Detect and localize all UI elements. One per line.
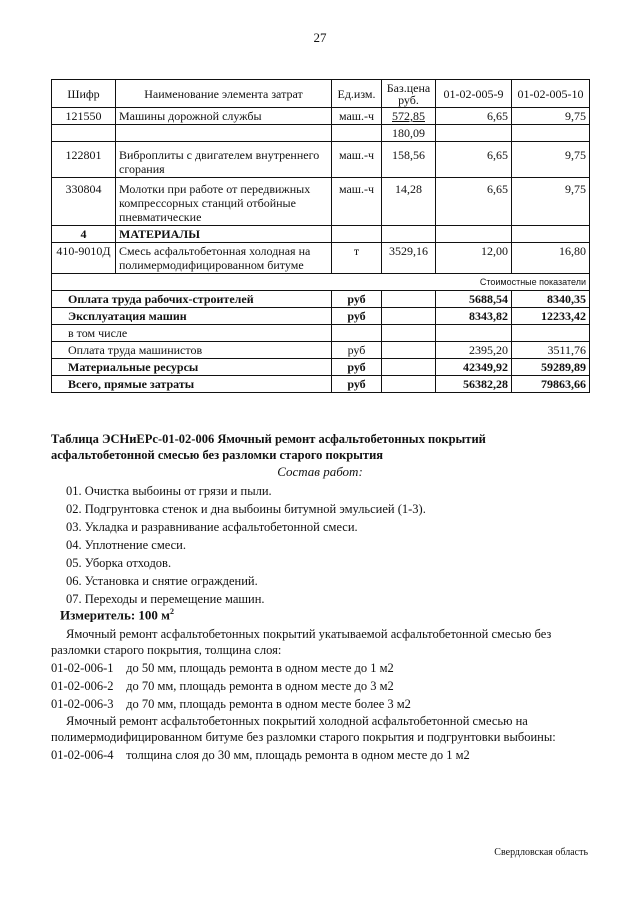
intro-paragraph-1: Ямочный ремонт асфальтобетонных покрытий укатываемой асфальтобетонной смесью без разломки старого покрытия, толщина слоя: bbox=[51, 627, 552, 657]
table-row: 180,09 bbox=[52, 125, 590, 142]
summary-row: Эксплуатация машин руб 8343,82 12233,42 bbox=[52, 308, 590, 325]
header-name: Наименование элемента затрат bbox=[116, 80, 332, 108]
cost-table bbox=[51, 79, 590, 393]
table-row: 122801 Виброплиты с двигателем внутреннего сгорания маш.-ч 158,56 6,65 9,75 bbox=[52, 142, 590, 178]
list-item: 01-02-006-4 толщина слоя до 30 мм, площадь ремонта в одном месте до 1 м2 bbox=[51, 748, 470, 762]
cost-indicators-label: Стоимостные показатели bbox=[52, 274, 590, 291]
table-row: 121550 Машины дорожной службы маш.-ч 572,85 6,65 9,75 bbox=[52, 108, 590, 125]
works-heading: Состав работ: bbox=[277, 464, 363, 479]
header-price: Баз.цена руб. bbox=[382, 80, 436, 108]
list-item: 06. Установка и снятие ограждений. bbox=[66, 574, 258, 588]
list-item: 03. Укладка и разравнивание асфальтобетонной смеси. bbox=[66, 520, 358, 534]
header-col-9: 01-02-005-9 bbox=[436, 80, 512, 108]
summary-row: Оплата труда рабочих-строителей руб 5688,54 8340,35 bbox=[52, 291, 590, 308]
footer-region: Свердловская область bbox=[494, 847, 588, 858]
table-row: 410-9010Д Смесь асфальтобетонная холодная на полимермодифицированном битуме т 3529,16 12,00 16,80 bbox=[52, 243, 590, 274]
list-item: 01-02-006-2 до 70 мм, площадь ремонта в одном месте до 3 м2 bbox=[51, 679, 394, 693]
summary-row: Материальные ресурсы руб 42349,92 59289,89 bbox=[52, 359, 590, 376]
measure-unit: Измеритель: 100 $м^2$ bbox=[60, 607, 175, 623]
table-row: 330804 Молотки при работе от передвижных компрессорных станций отбойные пневматические маш.-ч 14,28 6,65 9,75 bbox=[52, 178, 590, 226]
header-col-10: 01-02-005-10 bbox=[512, 80, 590, 108]
page-number: 27 bbox=[313, 30, 327, 45]
summary-row: в том числе bbox=[52, 325, 590, 342]
works-list bbox=[66, 482, 426, 608]
header-unit: Ед.изм. bbox=[332, 80, 382, 108]
summary-row: Всего, прямые затраты руб 56382,28 79863,66 bbox=[52, 376, 590, 393]
intro-paragraph-2: Ямочный ремонт асфальтобетонных покрытий холодной асфальтобетонной смесью на полимермодифицированном битуме без разломки старого покрытия и подгрунтовки выбоины: bbox=[51, 714, 556, 744]
codes-list-1 bbox=[51, 659, 411, 713]
list-item: 04. Уплотнение смеси. bbox=[66, 538, 186, 552]
summary-row: Оплата труда машинистов руб 2395,20 3511,76 bbox=[52, 342, 590, 359]
list-item: 05. Уборка отходов. bbox=[66, 556, 172, 570]
table-title: Таблица ЭСНиЕРс-01-02-006 Ямочный ремонт асфальтобетонных покрытий асфальтобетонной смесью без разломки старого покрытия bbox=[51, 432, 486, 462]
table-row: 4 МАТЕРИАЛЫ bbox=[52, 226, 590, 243]
list-item: 01-02-006-1 до 50 мм, площадь ремонта в одном месте до 1 м2 bbox=[51, 661, 394, 675]
list-item: 07. Переходы и перемещение машин. bbox=[66, 592, 265, 606]
header-code: Шифр bbox=[52, 80, 116, 108]
list-item: 02. Подгрунтовка стенок и дна выбоины битумной эмульсией (1-3). bbox=[66, 502, 426, 516]
list-item: 01-02-006-3 до 70 мм, площадь ремонта в одном месте более 3 м2 bbox=[51, 697, 411, 711]
codes-list-2 bbox=[51, 746, 470, 764]
list-item: 01. Очистка выбоины от грязи и пыли. bbox=[66, 484, 272, 498]
